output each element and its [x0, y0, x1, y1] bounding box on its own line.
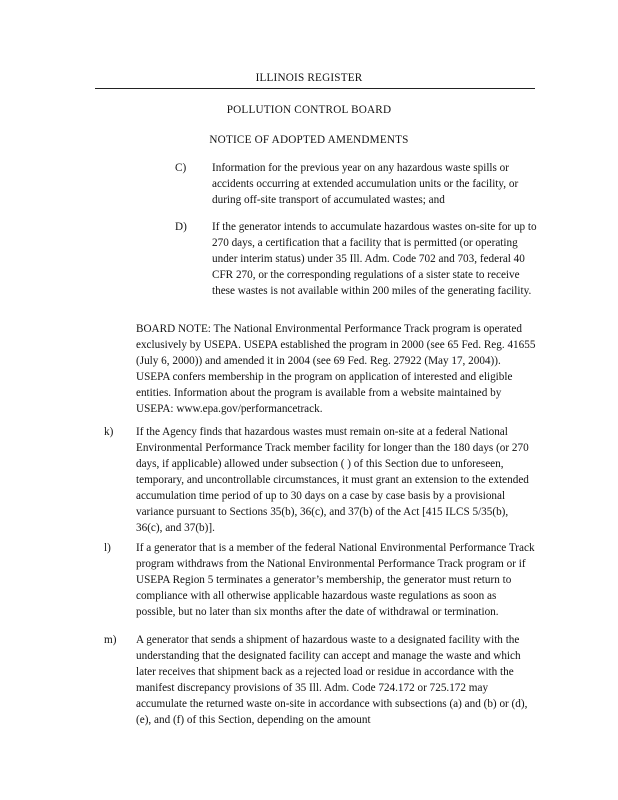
- board-title: POLLUTION CONTROL BOARD: [226, 104, 392, 116]
- subsection-l-label: l): [104, 542, 111, 554]
- header-rule: [95, 88, 535, 89]
- subsection-d-text: If the generator intends to accumulate hazardous wastes on-site for up to 270 days, a certification that a facility that is permitted (or operating under interim status) under 35 Ill. Adm. Code 702 and 703, federal 40 CFR 270, or the corresponding regulations of a sister state to receive these wastes is not available within 200 miles of the generating facility.: [212, 221, 537, 297]
- subsection-c-label: C): [175, 162, 187, 174]
- notice-title: NOTICE OF ADOPTED AMENDMENTS: [209, 134, 409, 146]
- subsection-m-label: m): [104, 634, 117, 646]
- board-note: BOARD NOTE: The National Environmental Performance Track program is operated exclusively by USEPA. USEPA established the program in 2000 (see 65 Fed. Reg. 41655 (July 6, 2000)) and amended it in 2004 (see 69 Fed. Reg. 27922 (May 17, 2004)). USEPA confers membership in the program on application of interested and eligible entities. Information about the program is available from a website maintained by USEPA: www.epa.gov/performancetrack.: [136, 323, 536, 415]
- subsection-l-text: If a generator that is a member of the federal National Environmental Performance Track program withdraws from the National Environmental Performance Track program or if USEPA Region 5 terminates a generator’s membership, the generator must return to compliance with all otherwise applicable hazardous waste regulations as soon as possible, but no later than six months after the date of withdrawal or termination.: [136, 542, 535, 618]
- subsection-k-label: k): [104, 426, 114, 438]
- register-title: ILLINOIS REGISTER: [255, 72, 363, 84]
- subsection-k-text: If the Agency finds that hazardous wastes must remain on-site at a federal National Environmental Performance Track member facility for longer than the 180 days (or 270 days, if applicable) allowed under subsection ( ) of this Section due to unforeseen, temporary, and uncontrollable circumstances, it must grant an extension to the extended accumulation time period of up to 30 days on a case by case basis by a provisional variance pursuant to Sections 35(b), 36(c), and 37(b) of the Act [415 ILCS 5/35(b), 36(c), and 37(b)].: [136, 426, 529, 534]
- subsection-m-text: A generator that sends a shipment of hazardous waste to a designated facility with the understanding that the designated facility can accept and manage the waste and which later receives that shipment back as a rejected load or residue in accordance with the manifest discrepancy provisions of 35 Ill. Adm. Code 724.172 or 725.172 may accumulate the returned waste on-site in accordance with subsections (a) and (b) or (d), (e), and (f) of this Section, depending on the amount: [136, 634, 528, 726]
- subsection-c-text: Information for the previous year on any hazardous waste spills or accidents occurring at extended accumulation units or the facility, or during off-site transport of accumulated wastes; and: [212, 162, 519, 206]
- subsection-d-label: D): [175, 221, 187, 233]
